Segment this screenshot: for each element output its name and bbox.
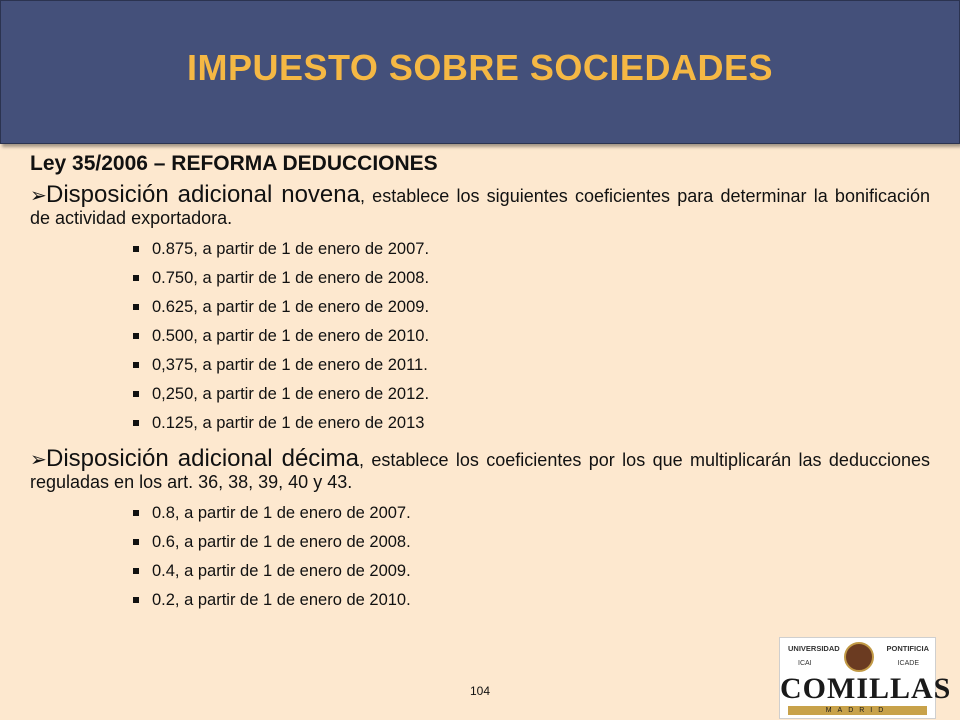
list-item-text: 0.4, a partir de 1 de enero de 2009. <box>152 562 411 580</box>
list-item <box>133 557 930 586</box>
section-title: Ley 35/2006 – REFORMA DEDUCCIONES <box>30 152 438 175</box>
coefficient-list-decima <box>30 499 930 615</box>
list-item-text: 0.500, a partir de 1 de enero de 2010. <box>152 327 430 345</box>
paragraph-decima <box>30 445 930 493</box>
logo-city: MADRID <box>788 706 927 715</box>
list-item <box>133 409 930 438</box>
list-item <box>133 528 930 557</box>
list-item-text: 0,250, a partir de 1 de enero de 2012. <box>152 385 430 403</box>
list-item <box>133 586 930 615</box>
list-item-text: 0,375, a partir de 1 de enero de 2011. <box>152 356 428 374</box>
paragraph-text: , establece los siguientes coeficientes para determinar la bonificación de actividad exportadora. <box>30 186 930 228</box>
square-bullet-icon <box>133 391 139 397</box>
list-item-text: 0.625, a partir de 1 de enero de 2009. <box>152 298 430 316</box>
square-bullet-icon <box>133 597 139 603</box>
square-bullet-icon <box>133 510 139 516</box>
arrow-bullet-icon: ➢ <box>30 185 47 207</box>
square-bullet-icon <box>133 246 139 252</box>
paragraph-lead: Disposición adicional novena <box>46 181 360 208</box>
square-bullet-icon <box>133 333 139 339</box>
list-item <box>133 499 930 528</box>
square-bullet-icon <box>133 539 139 545</box>
university-logo <box>779 637 952 719</box>
square-bullet-icon <box>133 362 139 368</box>
list-item-text: 0.875, a partir de 1 de enero de 2007. <box>152 240 430 258</box>
paragraph-novena <box>30 181 930 229</box>
logo-text: UNIVERSIDAD <box>788 644 840 653</box>
list-item-text: 0.8, a partir de 1 de enero de 2007. <box>152 504 411 522</box>
square-bullet-icon <box>133 304 139 310</box>
list-item-text: 0.6, a partir de 1 de enero de 2008. <box>152 533 411 551</box>
paragraph-text: , establece los coeficientes por los que multiplicarán las deducciones reguladas en los art. 36, 38, 39, 40 y 43. <box>30 450 930 492</box>
square-bullet-icon <box>133 275 139 281</box>
list-item-text: 0.2, a partir de 1 de enero de 2010. <box>152 591 411 609</box>
paragraph-lead: Disposición adicional décima <box>46 445 359 472</box>
list-item <box>133 235 930 264</box>
content <box>30 150 930 625</box>
list-item <box>133 293 930 322</box>
logo-text: PONTIFICIA <box>886 644 929 653</box>
coefficient-list-novena <box>30 235 930 438</box>
seal-icon <box>844 642 874 672</box>
arrow-bullet-icon: ➢ <box>30 449 47 471</box>
logo-wordmark: COMILLAS <box>780 672 952 705</box>
square-bullet-icon <box>133 420 139 426</box>
header-bar <box>0 0 960 144</box>
list-item-text: 0.125, a partir de 1 de enero de 2013 <box>152 414 425 432</box>
list-item <box>133 322 930 351</box>
logo-text: ICADE <box>897 660 919 667</box>
list-item-text: 0.750, a partir de 1 de enero de 2008. <box>152 269 430 287</box>
page-title: IMPUESTO SOBRE SOCIEDADES <box>187 47 773 88</box>
square-bullet-icon <box>133 568 139 574</box>
page-number: 104 <box>470 684 491 698</box>
list-item <box>133 380 930 409</box>
list-item <box>133 264 930 293</box>
logo-text: ICAI <box>798 660 812 667</box>
list-item <box>133 351 930 380</box>
